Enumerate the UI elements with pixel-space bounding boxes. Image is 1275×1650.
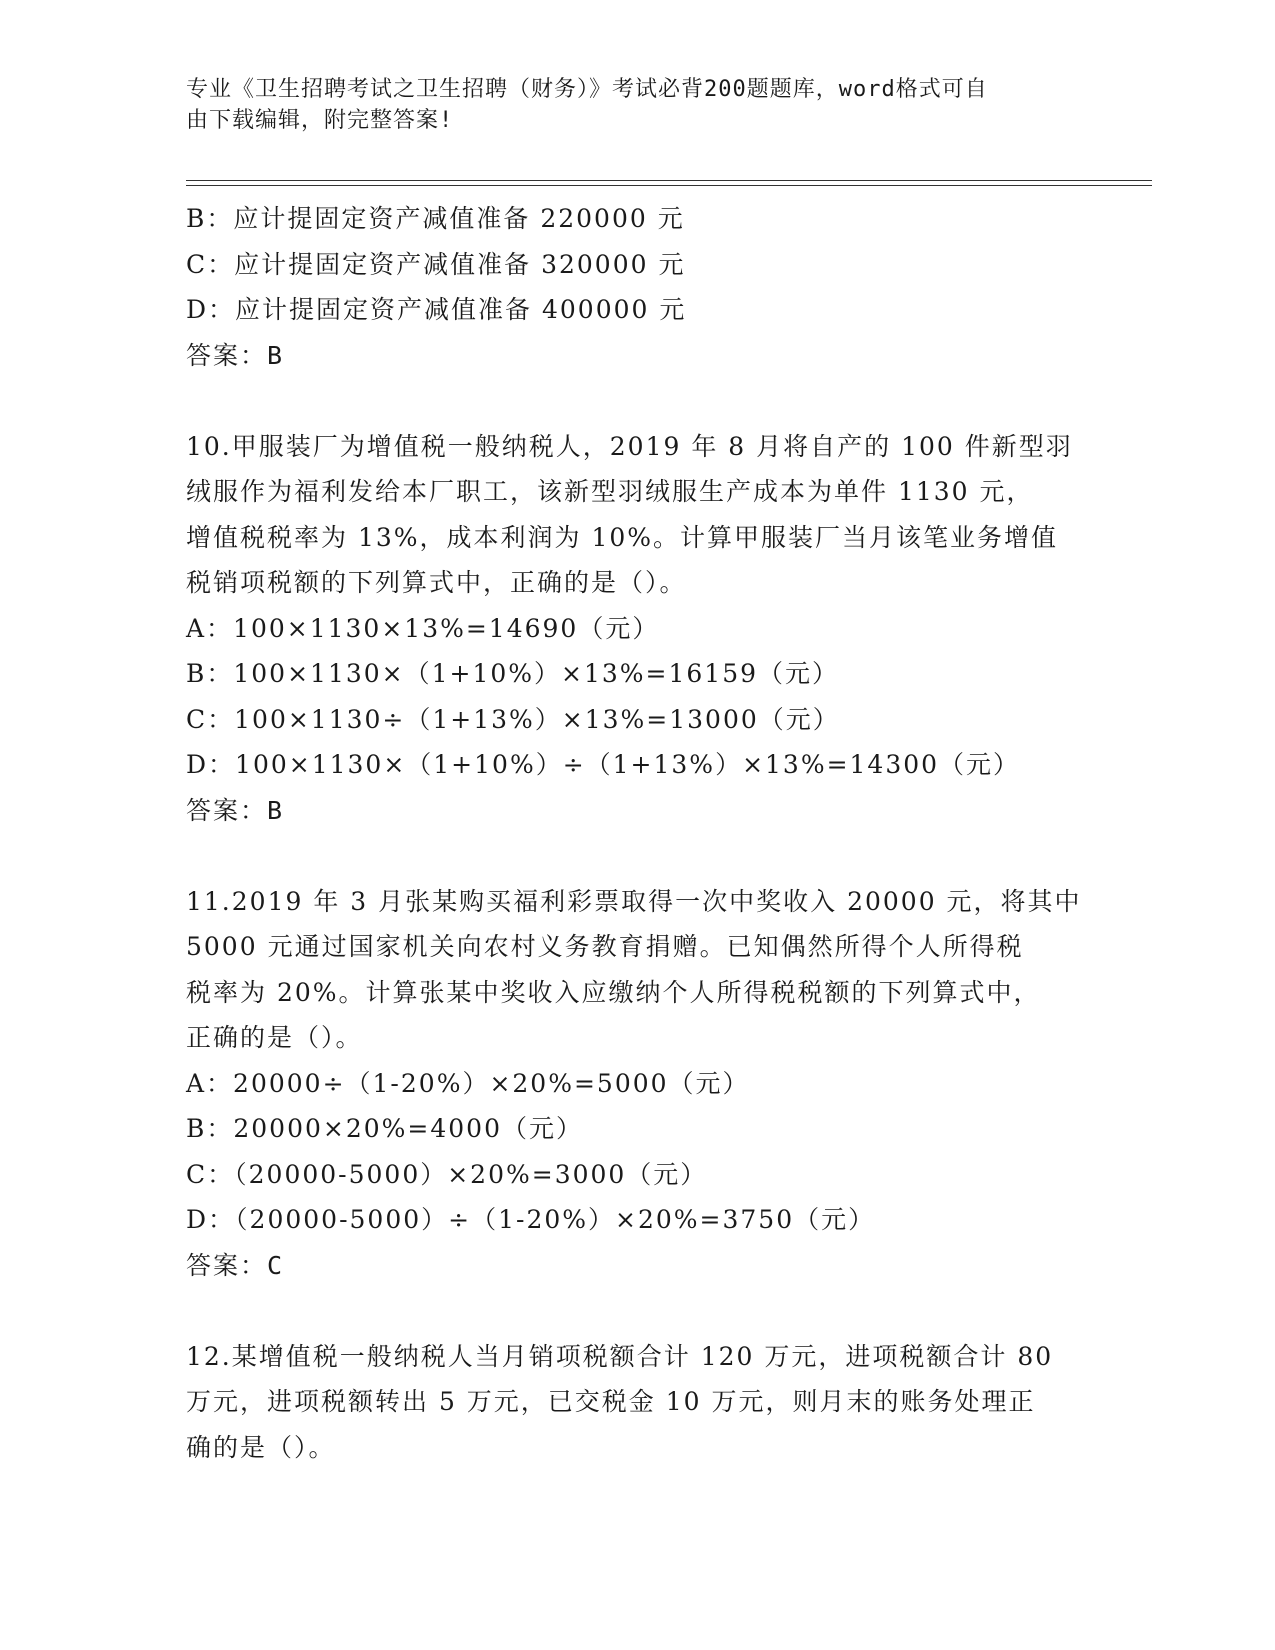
question-9-option-c: C：应计提固定资产减值准备 320000 元 <box>186 249 686 279</box>
question-10-option-a: A：100×1130×13%=14690（元） <box>186 613 660 643</box>
header-line-2: 由下载编辑，附完整答案! <box>186 108 454 133</box>
question-9-option-d: D：应计提固定资产减值准备 400000 元 <box>186 295 687 324</box>
question-11 <box>186 879 1086 1289</box>
question-10-stem-line: 10.甲服装厂为增值税一般纳税人，2019 年 8 月将自产的 100 件新型羽 <box>186 431 1073 461</box>
spacer <box>186 378 1086 424</box>
question-12-stem-line: 12.某增值税一般纳税人当月销项税额合计 120 万元，进项税额合计 80 <box>186 1341 1054 1371</box>
question-11-stem-line: 正确的是（）。 <box>186 1023 363 1052</box>
spacer <box>186 833 1086 879</box>
header-line-1: 专业《卫生招聘考试之卫生招聘（财务）》考试必背200题题库，word格式可自 <box>186 77 988 102</box>
question-9-answer: 答案：B <box>186 340 285 370</box>
question-11-answer: 答案：C <box>186 1250 285 1280</box>
question-11-option-c: C：（20000-5000）×20%=3000（元） <box>186 1159 708 1189</box>
question-10-option-b: B：100×1130×（1+10%）×13%=16159（元） <box>186 659 840 688</box>
question-11-option-d: D：（20000-5000）÷（1-20%）×20%=3750（元） <box>186 1205 876 1234</box>
question-11-stem-line: 5000 元通过国家机关向农村义务教育捐赠。已知偶然所得个人所得税 <box>186 932 1024 961</box>
question-10-stem-line: 绒服作为福利发给本厂职工，该新型羽绒服生产成本为单件 1130 元， <box>186 477 1034 506</box>
question-11-option-a: A：20000÷（1-20%）×20%=5000（元） <box>186 1068 750 1098</box>
question-11-stem-line: 11.2019 年 3 月张某购买福利彩票取得一次中奖收入 20000 元，将其中 <box>186 886 1082 916</box>
question-12-stem-line: 确的是（）。 <box>186 1432 336 1462</box>
question-10-option-d: D：100×1130×（1+10%）÷（1+13%）×13%=14300（元） <box>186 750 1021 779</box>
question-9-option-b: B：应计提固定资产减值准备 220000 元 <box>186 204 685 233</box>
question-12-stem-line: 万元，进项税额转出 5 万元，已交税金 10 万元，则月末的账务处理正 <box>186 1387 1036 1416</box>
question-10-stem-line: 增值税税率为 13%，成本利润为 10%。计算甲服装厂当月该笔业务增值 <box>186 522 1059 552</box>
document-header <box>186 74 1066 136</box>
document-body <box>186 196 1086 1470</box>
question-12 <box>186 1334 1086 1471</box>
question-10-answer: 答案：B <box>186 795 285 825</box>
question-10-stem-line: 税销项税额的下列算式中，正确的是（）。 <box>186 568 687 597</box>
question-11-option-b: B：20000×20%=4000（元） <box>186 1114 583 1143</box>
spacer <box>186 1288 1086 1334</box>
header-divider <box>186 180 1152 186</box>
question-10-option-c: C：100×1130÷（1+13%）×13%=13000（元） <box>186 704 840 734</box>
question-9 <box>186 196 1086 378</box>
question-11-stem-line: 税率为 20%。计算张某中奖收入应缴纳个人所得税税额的下列算式中， <box>186 977 1041 1007</box>
question-10 <box>186 424 1086 834</box>
